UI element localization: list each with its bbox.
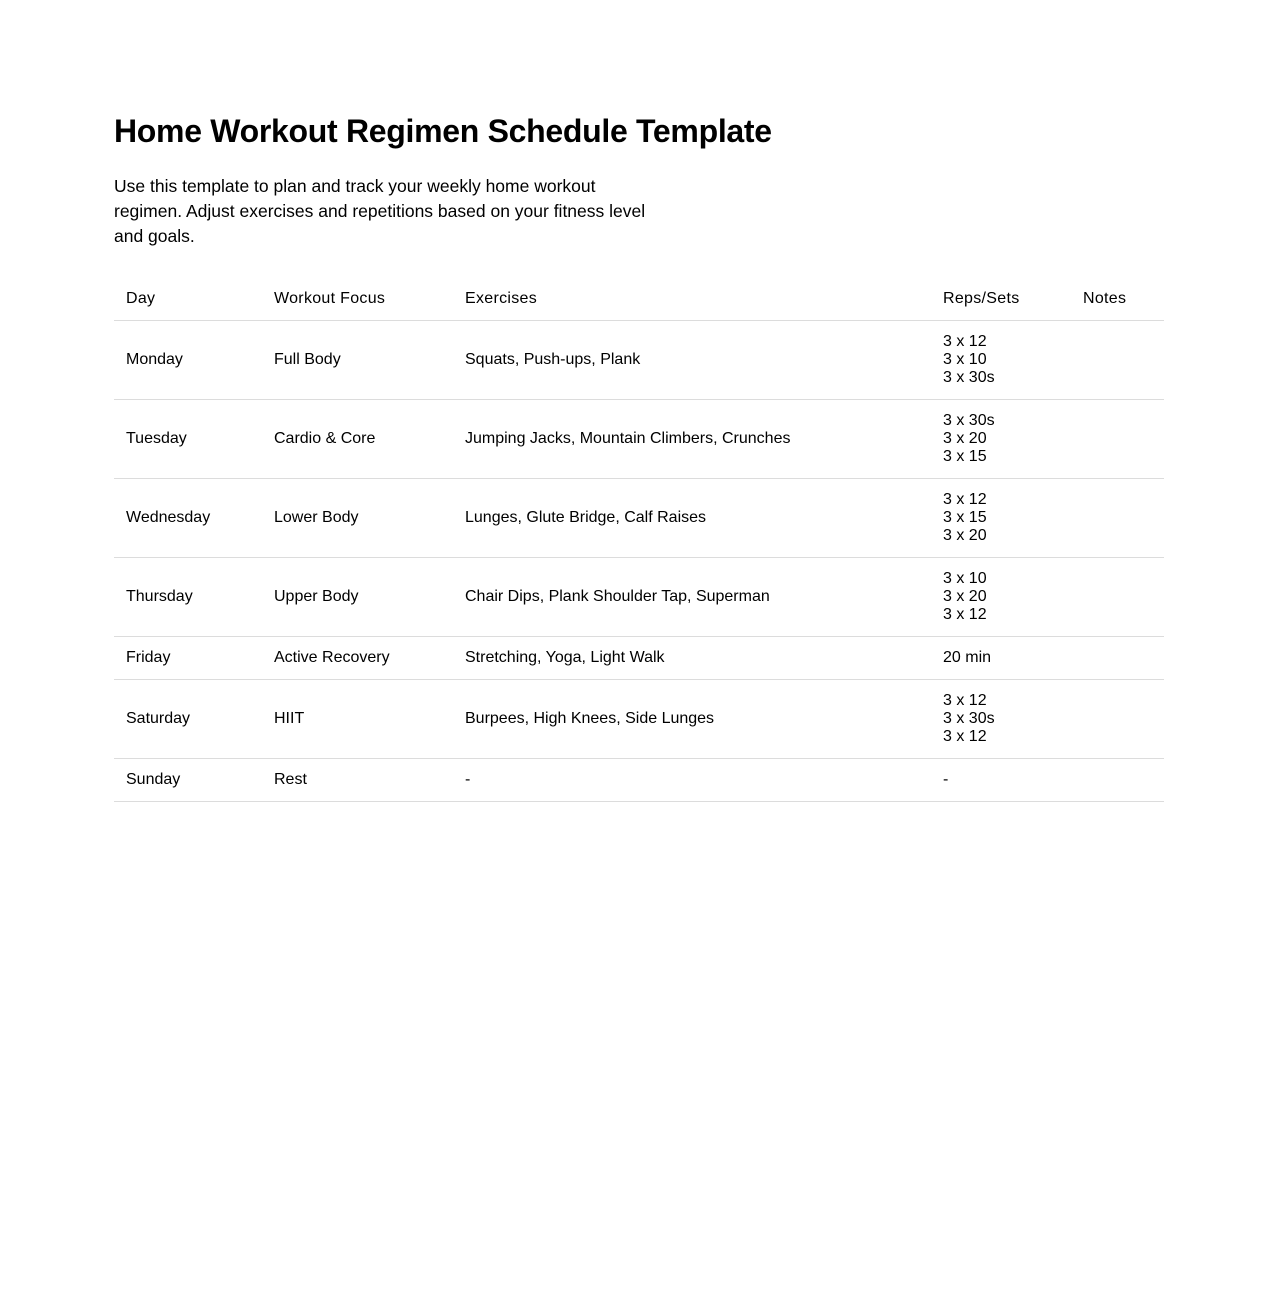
day-cell: Saturday xyxy=(114,680,262,759)
reps-sets-cell xyxy=(931,637,1071,680)
workout-focus-cell: Rest xyxy=(262,759,453,802)
header-notes: Notes xyxy=(1071,278,1164,321)
notes-cell xyxy=(1071,558,1164,637)
exercises-cell: Chair Dips, Plank Shoulder Tap, Superman xyxy=(453,558,931,637)
header-day: Day xyxy=(114,278,262,321)
exercises-cell: Lunges, Glute Bridge, Calf Raises xyxy=(453,479,931,558)
table-row xyxy=(114,759,1164,802)
reps-line: 3 x 30s xyxy=(943,710,995,727)
document-page xyxy=(114,110,1164,802)
reps-line: - xyxy=(943,771,949,788)
notes-cell xyxy=(1071,637,1164,680)
reps-line: 3 x 30s xyxy=(943,369,995,386)
reps-line: 3 x 10 xyxy=(943,570,987,587)
workout-schedule-table xyxy=(114,278,1164,802)
day-cell: Wednesday xyxy=(114,479,262,558)
header-workout-focus: Workout Focus xyxy=(262,278,453,321)
workout-focus-cell: Cardio & Core xyxy=(262,400,453,479)
workout-focus-cell: Full Body xyxy=(262,321,453,400)
notes-cell xyxy=(1071,479,1164,558)
workout-focus-cell: Lower Body xyxy=(262,479,453,558)
workout-focus-cell: Active Recovery xyxy=(262,637,453,680)
workout-focus-cell: HIIT xyxy=(262,680,453,759)
reps-sets-cell xyxy=(931,759,1071,802)
exercises-cell: Stretching, Yoga, Light Walk xyxy=(453,637,931,680)
table-row xyxy=(114,479,1164,558)
table-row xyxy=(114,680,1164,759)
page-title: Home Workout Regimen Schedule Template xyxy=(114,113,772,149)
exercises-cell: - xyxy=(453,759,931,802)
table-row xyxy=(114,400,1164,479)
table-row xyxy=(114,637,1164,680)
intro-paragraph: Use this template to plan and track your weekly home workout regimen. Adjust exercises and repetitions based on your fitness level and goals. xyxy=(114,176,646,246)
table-row xyxy=(114,321,1164,400)
table-row xyxy=(114,558,1164,637)
day-cell: Sunday xyxy=(114,759,262,802)
header-exercises: Exercises xyxy=(453,278,931,321)
header-reps-sets: Reps/Sets xyxy=(931,278,1071,321)
reps-line: 3 x 12 xyxy=(943,692,987,709)
reps-line: 3 x 12 xyxy=(943,333,987,350)
reps-line: 3 x 12 xyxy=(943,491,987,508)
table-header-row xyxy=(114,278,1164,321)
exercises-cell: Jumping Jacks, Mountain Climbers, Crunches xyxy=(453,400,931,479)
exercises-cell: Squats, Push-ups, Plank xyxy=(453,321,931,400)
reps-line: 3 x 12 xyxy=(943,606,987,623)
table-body xyxy=(114,321,1164,802)
reps-sets-cell xyxy=(931,400,1071,479)
reps-line: 3 x 15 xyxy=(943,448,987,465)
reps-line: 3 x 12 xyxy=(943,728,987,745)
reps-line: 3 x 20 xyxy=(943,430,987,447)
reps-sets-cell xyxy=(931,321,1071,400)
reps-line: 3 x 30s xyxy=(943,412,995,429)
reps-sets-cell xyxy=(931,558,1071,637)
reps-line: 3 x 20 xyxy=(943,588,987,605)
reps-line: 3 x 15 xyxy=(943,509,987,526)
workout-focus-cell: Upper Body xyxy=(262,558,453,637)
exercises-cell: Burpees, High Knees, Side Lunges xyxy=(453,680,931,759)
notes-cell xyxy=(1071,321,1164,400)
reps-line: 20 min xyxy=(943,649,992,666)
reps-sets-cell xyxy=(931,479,1071,558)
reps-line: 3 x 20 xyxy=(943,527,987,544)
day-cell: Friday xyxy=(114,637,262,680)
reps-line: 3 x 10 xyxy=(943,351,987,368)
notes-cell xyxy=(1071,680,1164,759)
notes-cell xyxy=(1071,759,1164,802)
notes-cell xyxy=(1071,400,1164,479)
day-cell: Tuesday xyxy=(114,400,262,479)
day-cell: Monday xyxy=(114,321,262,400)
day-cell: Thursday xyxy=(114,558,262,637)
reps-sets-cell xyxy=(931,680,1071,759)
